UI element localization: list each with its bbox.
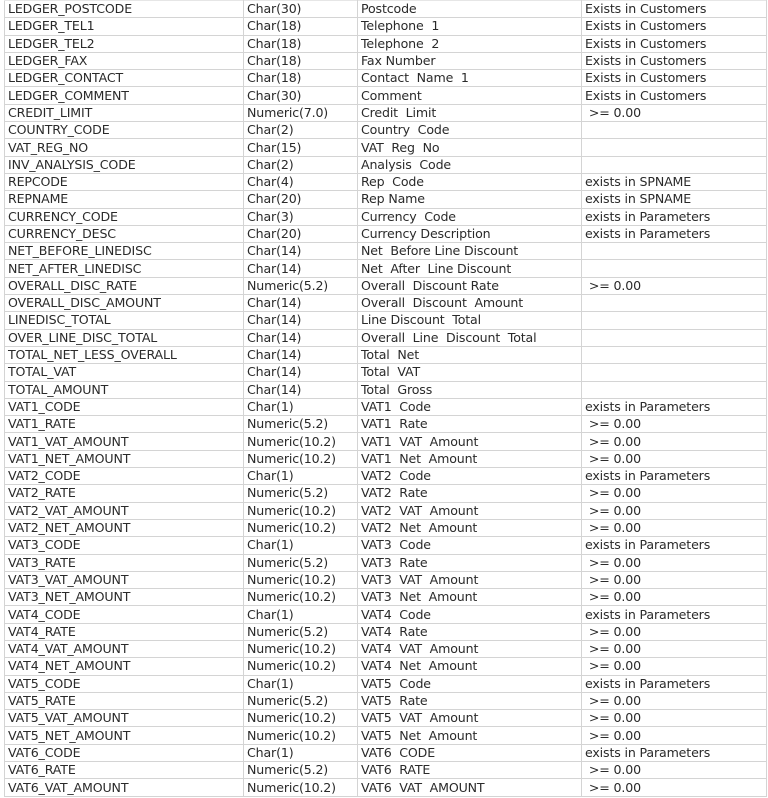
field-name-cell: OVER_LINE_DISC_TOTAL: [5, 329, 244, 346]
field-validation-cell: >= 0.00: [582, 554, 767, 571]
field-description-cell: Postcode: [358, 1, 582, 18]
field-type-cell: Char(18): [244, 70, 358, 87]
table-row: [5, 450, 767, 467]
field-name-cell: COUNTRY_CODE: [5, 122, 244, 139]
field-description-cell: Line Discount Total: [358, 312, 582, 329]
field-validation-cell: >= 0.00: [582, 277, 767, 294]
field-name-cell: VAT6_RATE: [5, 762, 244, 779]
field-validation-cell: [582, 329, 767, 346]
field-description-cell: VAT4 Net Amount: [358, 658, 582, 675]
field-name-cell: VAT2_VAT_AMOUNT: [5, 502, 244, 519]
field-description-cell: Total Net: [358, 346, 582, 363]
field-description-cell: Overall Discount Amount: [358, 295, 582, 312]
table-row: [5, 346, 767, 363]
field-type-cell: Numeric(10.2): [244, 571, 358, 588]
field-description-cell: VAT4 Rate: [358, 623, 582, 640]
field-type-cell: Char(14): [244, 346, 358, 363]
field-validation-cell: >= 0.00: [582, 692, 767, 709]
table-row: [5, 640, 767, 657]
field-type-cell: Numeric(10.2): [244, 502, 358, 519]
field-name-cell: VAT3_CODE: [5, 537, 244, 554]
field-description-cell: VAT5 Code: [358, 675, 582, 692]
table-row: [5, 1, 767, 18]
field-type-cell: Char(18): [244, 35, 358, 52]
field-name-cell: VAT6_CODE: [5, 744, 244, 761]
table-row: [5, 416, 767, 433]
table-row: [5, 208, 767, 225]
field-name-cell: LEDGER_POSTCODE: [5, 1, 244, 18]
table-row: [5, 139, 767, 156]
table-row: [5, 329, 767, 346]
field-validation-cell: [582, 139, 767, 156]
field-validation-cell: [582, 260, 767, 277]
field-description-cell: Analysis Code: [358, 156, 582, 173]
table-row: [5, 18, 767, 35]
field-description-cell: VAT4 VAT Amount: [358, 640, 582, 657]
field-type-cell: Numeric(10.2): [244, 710, 358, 727]
field-type-cell: Char(14): [244, 364, 358, 381]
field-validation-cell: [582, 364, 767, 381]
table-row: [5, 225, 767, 242]
field-description-cell: Country Code: [358, 122, 582, 139]
field-description-cell: VAT2 Rate: [358, 485, 582, 502]
table-row: [5, 295, 767, 312]
table-row: [5, 433, 767, 450]
field-validation-cell: >= 0.00: [582, 519, 767, 536]
field-type-cell: Char(2): [244, 122, 358, 139]
field-name-cell: VAT5_CODE: [5, 675, 244, 692]
table-row: [5, 554, 767, 571]
field-type-cell: Numeric(10.2): [244, 589, 358, 606]
field-name-cell: LEDGER_TEL2: [5, 35, 244, 52]
field-validation-cell: Exists in Customers: [582, 70, 767, 87]
field-type-cell: Char(4): [244, 173, 358, 190]
field-validation-cell: exists in Parameters: [582, 606, 767, 623]
field-type-cell: Char(14): [244, 381, 358, 398]
field-description-cell: VAT1 VAT Amount: [358, 433, 582, 450]
field-validation-cell: >= 0.00: [582, 658, 767, 675]
field-description-cell: Net Before Line Discount: [358, 243, 582, 260]
field-description-cell: Rep Code: [358, 173, 582, 190]
field-name-cell: CURRENCY_CODE: [5, 208, 244, 225]
field-validation-cell: >= 0.00: [582, 104, 767, 121]
field-name-cell: LEDGER_CONTACT: [5, 70, 244, 87]
field-name-cell: TOTAL_AMOUNT: [5, 381, 244, 398]
field-validation-cell: [582, 381, 767, 398]
field-type-cell: Numeric(5.2): [244, 692, 358, 709]
field-name-cell: VAT4_NET_AMOUNT: [5, 658, 244, 675]
table-row: [5, 173, 767, 190]
table-row: [5, 571, 767, 588]
field-type-cell: Char(14): [244, 312, 358, 329]
table-row: [5, 692, 767, 709]
field-name-cell: VAT1_RATE: [5, 416, 244, 433]
field-type-cell: Char(1): [244, 537, 358, 554]
field-description-cell: VAT1 Code: [358, 398, 582, 415]
field-name-cell: VAT4_VAT_AMOUNT: [5, 640, 244, 657]
table-row: [5, 260, 767, 277]
field-name-cell: CREDIT_LIMIT: [5, 104, 244, 121]
field-validation-cell: >= 0.00: [582, 485, 767, 502]
field-validation-cell: Exists in Customers: [582, 1, 767, 18]
field-type-cell: Numeric(5.2): [244, 623, 358, 640]
field-name-cell: REPCODE: [5, 173, 244, 190]
field-description-cell: Overall Discount Rate: [358, 277, 582, 294]
field-validation-cell: exists in Parameters: [582, 537, 767, 554]
field-type-cell: Char(3): [244, 208, 358, 225]
table-row: [5, 589, 767, 606]
table-row: [5, 104, 767, 121]
field-type-cell: Char(20): [244, 191, 358, 208]
field-name-cell: OVERALL_DISC_AMOUNT: [5, 295, 244, 312]
field-type-cell: Char(18): [244, 18, 358, 35]
field-name-cell: LEDGER_FAX: [5, 52, 244, 69]
table-row: [5, 156, 767, 173]
field-validation-cell: >= 0.00: [582, 502, 767, 519]
field-type-cell: Numeric(10.2): [244, 450, 358, 467]
field-validation-cell: >= 0.00: [582, 727, 767, 744]
table-row: [5, 779, 767, 796]
field-description-cell: VAT1 Rate: [358, 416, 582, 433]
field-description-cell: VAT6 VAT AMOUNT: [358, 779, 582, 796]
field-validation-cell: >= 0.00: [582, 416, 767, 433]
field-description-cell: Overall Line Discount Total: [358, 329, 582, 346]
table-row: [5, 762, 767, 779]
field-type-cell: Numeric(5.2): [244, 277, 358, 294]
field-description-cell: Comment: [358, 87, 582, 104]
field-name-cell: LEDGER_TEL1: [5, 18, 244, 35]
field-validation-cell: exists in SPNAME: [582, 173, 767, 190]
field-type-cell: Char(1): [244, 606, 358, 623]
field-name-cell: VAT1_CODE: [5, 398, 244, 415]
field-description-cell: VAT5 Net Amount: [358, 727, 582, 744]
field-type-cell: Numeric(10.2): [244, 658, 358, 675]
table-row: [5, 191, 767, 208]
field-description-cell: Rep Name: [358, 191, 582, 208]
field-description-cell: Telephone 2: [358, 35, 582, 52]
field-name-cell: REPNAME: [5, 191, 244, 208]
field-description-cell: VAT3 VAT Amount: [358, 571, 582, 588]
field-spec-table: [4, 0, 767, 797]
field-type-cell: Numeric(10.2): [244, 519, 358, 536]
field-description-cell: Fax Number: [358, 52, 582, 69]
field-description-cell: Total Gross: [358, 381, 582, 398]
field-type-cell: Numeric(5.2): [244, 554, 358, 571]
field-name-cell: VAT4_CODE: [5, 606, 244, 623]
table-row: [5, 468, 767, 485]
field-validation-cell: exists in Parameters: [582, 225, 767, 242]
table-row: [5, 35, 767, 52]
table-row: [5, 675, 767, 692]
table-row: [5, 623, 767, 640]
field-name-cell: VAT3_VAT_AMOUNT: [5, 571, 244, 588]
table-row: [5, 87, 767, 104]
field-name-cell: VAT3_NET_AMOUNT: [5, 589, 244, 606]
field-validation-cell: [582, 156, 767, 173]
field-validation-cell: >= 0.00: [582, 762, 767, 779]
field-validation-cell: >= 0.00: [582, 640, 767, 657]
table-row: [5, 52, 767, 69]
field-type-cell: Numeric(10.2): [244, 433, 358, 450]
field-name-cell: VAT2_NET_AMOUNT: [5, 519, 244, 536]
field-spec-table-body: [5, 1, 767, 797]
field-name-cell: NET_BEFORE_LINEDISC: [5, 243, 244, 260]
field-type-cell: Numeric(10.2): [244, 727, 358, 744]
field-type-cell: Numeric(5.2): [244, 416, 358, 433]
field-validation-cell: exists in Parameters: [582, 208, 767, 225]
field-name-cell: VAT3_RATE: [5, 554, 244, 571]
field-type-cell: Char(2): [244, 156, 358, 173]
field-type-cell: Char(14): [244, 243, 358, 260]
table-row: [5, 243, 767, 260]
field-validation-cell: [582, 122, 767, 139]
field-validation-cell: exists in Parameters: [582, 468, 767, 485]
field-validation-cell: >= 0.00: [582, 779, 767, 796]
field-description-cell: Currency Code: [358, 208, 582, 225]
field-type-cell: Char(1): [244, 398, 358, 415]
field-type-cell: Numeric(5.2): [244, 762, 358, 779]
field-description-cell: Contact Name 1: [358, 70, 582, 87]
table-row: [5, 710, 767, 727]
field-type-cell: Numeric(5.2): [244, 485, 358, 502]
field-validation-cell: Exists in Customers: [582, 18, 767, 35]
field-name-cell: LINEDISC_TOTAL: [5, 312, 244, 329]
field-type-cell: Char(1): [244, 468, 358, 485]
table-row: [5, 502, 767, 519]
field-description-cell: VAT3 Net Amount: [358, 589, 582, 606]
field-description-cell: VAT4 Code: [358, 606, 582, 623]
table-row: [5, 744, 767, 761]
field-name-cell: VAT2_CODE: [5, 468, 244, 485]
table-row: [5, 122, 767, 139]
field-name-cell: VAT1_NET_AMOUNT: [5, 450, 244, 467]
field-name-cell: VAT5_RATE: [5, 692, 244, 709]
field-validation-cell: exists in SPNAME: [582, 191, 767, 208]
table-row: [5, 537, 767, 554]
field-name-cell: VAT_REG_NO: [5, 139, 244, 156]
field-validation-cell: >= 0.00: [582, 450, 767, 467]
field-validation-cell: >= 0.00: [582, 589, 767, 606]
field-validation-cell: Exists in Customers: [582, 52, 767, 69]
field-validation-cell: >= 0.00: [582, 571, 767, 588]
field-name-cell: CURRENCY_DESC: [5, 225, 244, 242]
table-row: [5, 485, 767, 502]
field-name-cell: TOTAL_NET_LESS_OVERALL: [5, 346, 244, 363]
field-description-cell: VAT3 Rate: [358, 554, 582, 571]
field-name-cell: VAT6_VAT_AMOUNT: [5, 779, 244, 796]
field-description-cell: Telephone 1: [358, 18, 582, 35]
table-row: [5, 70, 767, 87]
field-type-cell: Char(14): [244, 295, 358, 312]
field-description-cell: VAT6 CODE: [358, 744, 582, 761]
table-row: [5, 658, 767, 675]
field-validation-cell: exists in Parameters: [582, 675, 767, 692]
field-validation-cell: [582, 346, 767, 363]
field-description-cell: VAT5 Rate: [358, 692, 582, 709]
field-validation-cell: [582, 312, 767, 329]
field-validation-cell: [582, 243, 767, 260]
field-description-cell: VAT2 VAT Amount: [358, 502, 582, 519]
field-type-cell: Char(1): [244, 744, 358, 761]
field-type-cell: Char(30): [244, 1, 358, 18]
field-validation-cell: >= 0.00: [582, 710, 767, 727]
field-type-cell: Numeric(10.2): [244, 640, 358, 657]
field-description-cell: VAT3 Code: [358, 537, 582, 554]
field-name-cell: VAT2_RATE: [5, 485, 244, 502]
table-row: [5, 519, 767, 536]
table-row: [5, 727, 767, 744]
field-name-cell: LEDGER_COMMENT: [5, 87, 244, 104]
field-name-cell: VAT5_NET_AMOUNT: [5, 727, 244, 744]
table-row: [5, 277, 767, 294]
field-name-cell: VAT4_RATE: [5, 623, 244, 640]
field-validation-cell: exists in Parameters: [582, 744, 767, 761]
field-description-cell: VAT5 VAT Amount: [358, 710, 582, 727]
field-type-cell: Numeric(7.0): [244, 104, 358, 121]
field-validation-cell: [582, 295, 767, 312]
field-name-cell: OVERALL_DISC_RATE: [5, 277, 244, 294]
field-description-cell: VAT6 RATE: [358, 762, 582, 779]
field-validation-cell: >= 0.00: [582, 623, 767, 640]
field-validation-cell: exists in Parameters: [582, 398, 767, 415]
field-name-cell: INV_ANALYSIS_CODE: [5, 156, 244, 173]
field-description-cell: Credit Limit: [358, 104, 582, 121]
field-description-cell: VAT1 Net Amount: [358, 450, 582, 467]
field-type-cell: Char(15): [244, 139, 358, 156]
field-description-cell: Currency Description: [358, 225, 582, 242]
field-description-cell: VAT Reg No: [358, 139, 582, 156]
field-type-cell: Char(14): [244, 260, 358, 277]
field-type-cell: Char(20): [244, 225, 358, 242]
field-name-cell: VAT1_VAT_AMOUNT: [5, 433, 244, 450]
table-row: [5, 398, 767, 415]
field-type-cell: Numeric(10.2): [244, 779, 358, 796]
field-validation-cell: Exists in Customers: [582, 35, 767, 52]
field-type-cell: Char(14): [244, 329, 358, 346]
field-type-cell: Char(18): [244, 52, 358, 69]
field-validation-cell: >= 0.00: [582, 433, 767, 450]
field-description-cell: Net After Line Discount: [358, 260, 582, 277]
table-row: [5, 606, 767, 623]
field-name-cell: VAT5_VAT_AMOUNT: [5, 710, 244, 727]
field-validation-cell: Exists in Customers: [582, 87, 767, 104]
table-row: [5, 364, 767, 381]
field-name-cell: TOTAL_VAT: [5, 364, 244, 381]
table-row: [5, 312, 767, 329]
field-name-cell: NET_AFTER_LINEDISC: [5, 260, 244, 277]
field-type-cell: Char(30): [244, 87, 358, 104]
table-row: [5, 381, 767, 398]
field-description-cell: VAT2 Net Amount: [358, 519, 582, 536]
field-description-cell: VAT2 Code: [358, 468, 582, 485]
field-type-cell: Char(1): [244, 675, 358, 692]
field-description-cell: Total VAT: [358, 364, 582, 381]
